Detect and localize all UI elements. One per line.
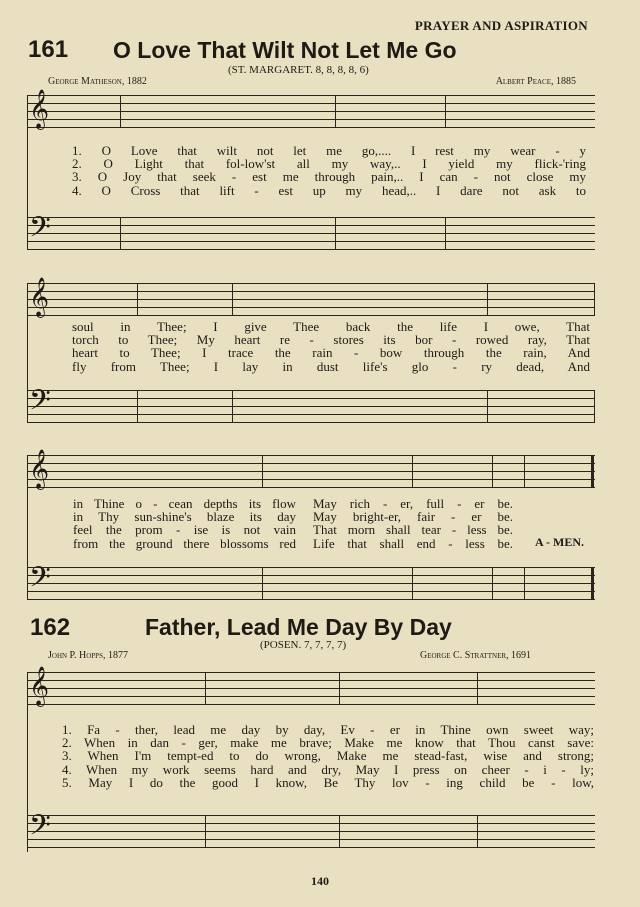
lyric-line: heart to Thee; I trace the rain - bow through the rain, And [72, 345, 590, 361]
lyric-line: in Thy sun-shine's blaze its day [73, 509, 296, 525]
bass-staff [27, 563, 595, 600]
lyric-line: torch to Thee; My heart re - stores its bor - rowed ray, That [72, 332, 590, 348]
verse-lyrics [62, 723, 594, 789]
lyric-line: soul in Thee; I give Thee back the life I owe, That [72, 319, 590, 334]
verse-lyrics-right [313, 497, 513, 550]
composer-credit: George C. Strattner, 1691 [420, 650, 532, 661]
tune-name: (POSEN. 7, 7, 7, 7) [260, 639, 347, 651]
amen-text: A - MEN. [535, 535, 584, 549]
lyric-line: feel the prom - ise is not vain [73, 522, 296, 538]
verse-lyrics [72, 320, 590, 373]
verse-lyrics-left [73, 497, 296, 550]
lyric-line: 5. May I do the good I know, Be Thy lov - ing child be - low, [62, 774, 594, 790]
composer-credit: Albert Peace, 1885 [495, 76, 576, 87]
lyric-line: May rich - er, full - er be. [313, 496, 513, 511]
treble-clef-icon: 𝄞 [29, 279, 50, 316]
hymn-number: 162 [30, 614, 71, 641]
hymn-number: 161 [28, 36, 69, 63]
tune-name: (ST. MARGARET. 8, 8, 8, 8, 6) [228, 64, 369, 76]
lyric-line: 2. O Light that fol-low'st all my way,.. I yield my flick-'ring [72, 156, 586, 172]
treble-clef-icon: 𝄞 [29, 668, 50, 705]
lyric-line: 1. O Love that wilt not let me go,.... I rest my wear - y [72, 143, 586, 158]
section-title: PRAYER AND ASPIRATION [414, 18, 588, 33]
bass-staff [27, 811, 595, 848]
treble-clef-icon: 𝄞 [29, 91, 50, 128]
treble-staff [27, 91, 595, 128]
lyric-line: 3. O Joy that seek - est me through pain,.. I can - not close my [72, 169, 586, 185]
page-number: 140 [311, 874, 329, 888]
treble-staff [27, 668, 595, 705]
verse-lyrics [72, 144, 586, 197]
bass-clef-icon: 𝄢 [29, 811, 51, 848]
lyric-line: 4. O Cross that lift - est up my head,.. I dare not ask to [72, 182, 586, 198]
lyric-line: 1. Fa - ther, lead me day by day, Ev - er in Thine own sweet way; [62, 722, 594, 737]
hymn-title: Father, Lead Me Day By Day [145, 614, 452, 640]
author-credit: John P. Hopps, 1877 [48, 650, 128, 661]
treble-staff [27, 451, 595, 488]
bass-staff [27, 213, 595, 250]
treble-clef-icon: 𝄞 [29, 451, 50, 488]
lyric-line: 2. When in dan - ger, make me brave; Make me know that Thou canst save: [62, 735, 594, 751]
bass-clef-icon: 𝄢 [29, 213, 51, 250]
lyric-line: 3. When I'm tempt-ed to do wrong, Make me stead-fast, wise and strong; [62, 748, 594, 764]
bass-clef-icon: 𝄢 [29, 563, 51, 600]
hymn-title: O Love That Wilt Not Let Me Go [113, 37, 457, 63]
lyric-line: Life that shall end - less be. [313, 535, 513, 551]
lyric-line: in Thine o - cean depths its flow [73, 496, 296, 511]
bass-staff [27, 386, 595, 423]
bass-clef-icon: 𝄢 [29, 386, 51, 423]
lyric-line: fly from Thee; I lay in dust life's glo - ry dead, And [72, 358, 590, 374]
author-credit: George Matheson, 1882 [48, 76, 147, 87]
lyric-line: May bright-er, fair - er be. [313, 509, 513, 525]
treble-staff [27, 279, 595, 316]
lyric-line: from the ground there blossoms red [73, 535, 296, 551]
lyric-line: 4. When my work seems hard and dry, May I press on cheer - i - ly; [62, 761, 594, 777]
lyric-line: That morn shall tear - less be. [313, 522, 513, 538]
